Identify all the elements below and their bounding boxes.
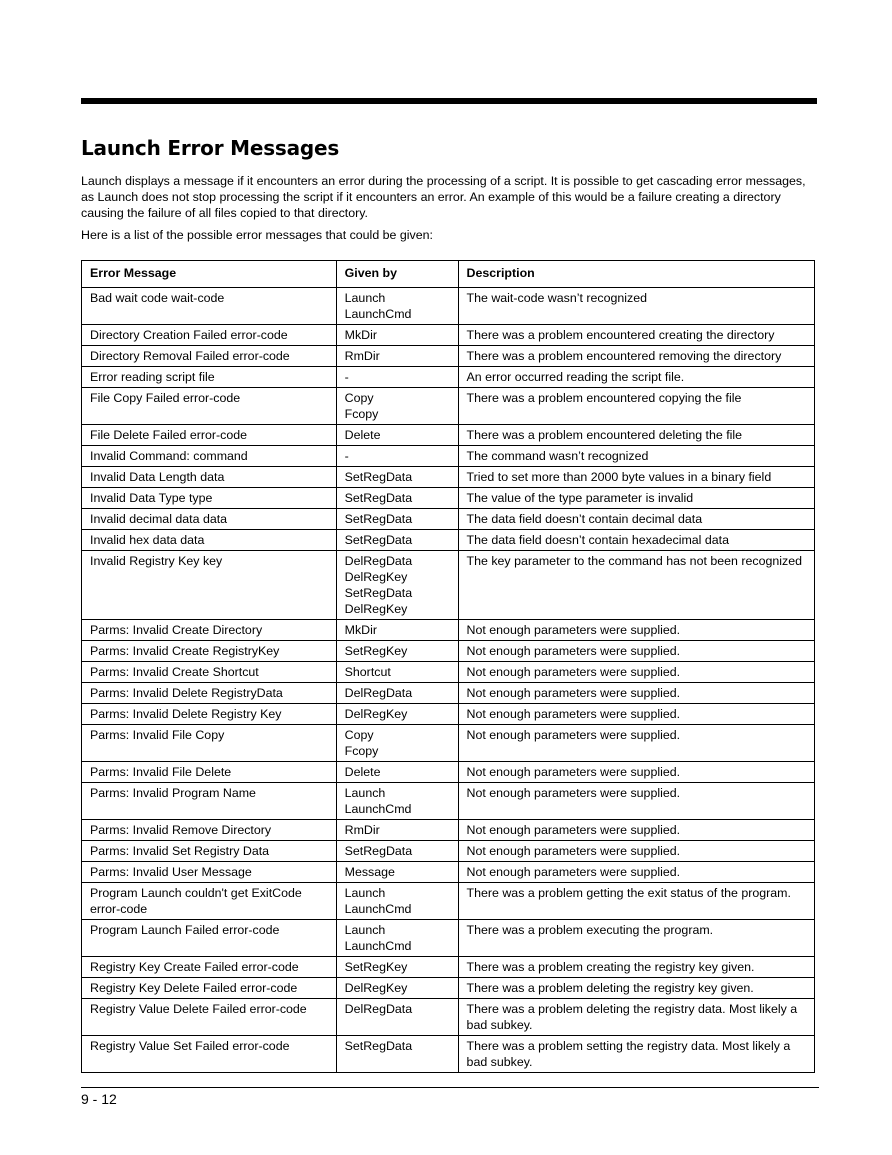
description-cell: Not enough parameters were supplied. [458,762,814,783]
description-cell: There was a problem encountered copying the file [458,388,814,425]
header-rule [81,98,817,104]
given-by-command: DelRegData [344,686,413,700]
given-by-command: Copy [344,728,374,742]
given-by-command: Message [344,865,395,879]
given-by-cell [336,704,458,725]
error-message-cell: Error reading script file [82,367,337,388]
given-by-cell [336,620,458,641]
error-message-cell: Bad wait code wait-code [82,288,337,325]
error-message-cell: Invalid hex data data [82,530,337,551]
given-by-cell [336,367,458,388]
given-by-command: DelRegKey [344,602,408,616]
error-message-cell: File Copy Failed error-code [82,388,337,425]
error-message-cell: Parms: Invalid Delete RegistryData [82,683,337,704]
table-row [82,783,815,820]
given-by-command: - [344,449,349,463]
description-cell: There was a problem deleting the registry key given. [458,978,814,999]
description-cell: Not enough parameters were supplied. [458,783,814,820]
given-by-command: Launch [344,886,386,900]
given-by-command: SetRegData [344,533,413,547]
error-message-cell: Directory Removal Failed error-code [82,346,337,367]
given-by-cell [336,488,458,509]
description-cell: The data field doesn’t contain decimal data [458,509,814,530]
description-cell: Not enough parameters were supplied. [458,620,814,641]
column-header-description: Description [458,261,814,288]
table-body [82,288,815,1073]
given-by-cell [336,841,458,862]
given-by-command: Delete [344,765,381,779]
given-by-command: SetRegData [344,586,413,600]
description-cell: The value of the type parameter is invalid [458,488,814,509]
error-message-cell: Parms: Invalid Set Registry Data [82,841,337,862]
given-by-command: RmDir [344,823,380,837]
description-cell: Not enough parameters were supplied. [458,725,814,762]
error-message-cell: Parms: Invalid Create Directory [82,620,337,641]
given-by-cell [336,957,458,978]
error-message-cell: Registry Value Set Failed error-code [82,1036,337,1073]
given-by-cell [336,862,458,883]
table-row [82,509,815,530]
given-by-cell [336,920,458,957]
error-message-cell: Invalid Registry Key key [82,551,337,620]
page-number: 9 - 12 [81,1091,117,1107]
given-by-cell [336,683,458,704]
error-message-cell: File Delete Failed error-code [82,425,337,446]
error-messages-table [81,260,815,1073]
error-message-cell: Invalid decimal data data [82,509,337,530]
given-by-cell [336,325,458,346]
given-by-command: SetRegData [344,1039,413,1053]
error-message-cell: Invalid Data Length data [82,467,337,488]
given-by-command: DelRegKey [344,570,408,584]
given-by-cell [336,388,458,425]
description-cell: There was a problem creating the registry key given. [458,957,814,978]
description-cell: There was a problem executing the program. [458,920,814,957]
error-message-cell: Registry Key Delete Failed error-code [82,978,337,999]
table-row [82,920,815,957]
table-row [82,1036,815,1073]
table-row [82,467,815,488]
table-row [82,820,815,841]
footer-rule [81,1087,819,1088]
given-by-cell [336,288,458,325]
table-row [82,446,815,467]
given-by-command: Launch [344,923,386,937]
table-row [82,620,815,641]
table-row [82,957,815,978]
given-by-cell [336,820,458,841]
table-row [82,288,815,325]
given-by-cell [336,1036,458,1073]
description-cell: There was a problem deleting the registry data. Most likely a bad subkey. [458,999,814,1036]
given-by-command: Fcopy [344,407,379,421]
given-by-cell [336,725,458,762]
table-row [82,999,815,1036]
error-message-cell: Parms: Invalid Create Shortcut [82,662,337,683]
given-by-command: LaunchCmd [344,902,412,916]
description-cell: Tried to set more than 2000 byte values in a binary field [458,467,814,488]
description-cell: Not enough parameters were supplied. [458,662,814,683]
description-cell: Not enough parameters were supplied. [458,641,814,662]
given-by-command: DelRegKey [344,981,408,995]
error-message-cell: Directory Creation Failed error-code [82,325,337,346]
error-message-cell: Registry Key Create Failed error-code [82,957,337,978]
given-by-cell [336,467,458,488]
given-by-cell [336,530,458,551]
given-by-command: Launch [344,291,386,305]
error-message-cell: Invalid Command: command [82,446,337,467]
description-cell: Not enough parameters were supplied. [458,683,814,704]
given-by-command: DelRegData [344,554,413,568]
intro-paragraph: Launch displays a message if it encounters an error during the processing of a script. It is possible to get cascading error messages, as Launch does not stop processing the script if it encounters an error. An example of this would be a failure creating a directory causing the failure of all files copied to that directory. [81,174,806,220]
error-message-cell: Parms: Invalid File Delete [82,762,337,783]
given-by-command: DelRegData [344,1002,413,1016]
given-by-cell [336,509,458,530]
description-cell: The command wasn’t recognized [458,446,814,467]
given-by-command: SetRegData [344,470,413,484]
given-by-cell [336,883,458,920]
table-row [82,367,815,388]
error-message-cell: Invalid Data Type type [82,488,337,509]
given-by-command: - [344,370,349,384]
given-by-command: DelRegKey [344,707,408,721]
table-row [82,641,815,662]
table-row [82,862,815,883]
table-row [82,551,815,620]
given-by-command: Copy [344,391,374,405]
error-message-cell: Parms: Invalid Remove Directory [82,820,337,841]
table-row [82,346,815,367]
error-message-cell: Parms: Invalid Delete Registry Key [82,704,337,725]
given-by-cell [336,978,458,999]
description-cell: An error occurred reading the script file. [458,367,814,388]
table-row [82,530,815,551]
description-cell: The data field doesn’t contain hexadecimal data [458,530,814,551]
given-by-command: LaunchCmd [344,802,412,816]
table-row [82,883,815,920]
table-row [82,704,815,725]
given-by-command: LaunchCmd [344,939,412,953]
error-message-cell: Parms: Invalid Create RegistryKey [82,641,337,662]
given-by-cell [336,783,458,820]
table-row [82,662,815,683]
given-by-command: MkDir [344,328,377,342]
description-cell: There was a problem setting the registry data. Most likely a bad subkey. [458,1036,814,1073]
given-by-command: Shortcut [344,665,391,679]
error-message-cell: Parms: Invalid User Message [82,862,337,883]
column-header-error-message: Error Message [82,261,337,288]
error-message-cell: Registry Value Delete Failed error-code [82,999,337,1036]
description-cell: Not enough parameters were supplied. [458,704,814,725]
table-row [82,488,815,509]
given-by-command: RmDir [344,349,380,363]
given-by-command: MkDir [344,623,377,637]
given-by-command: SetRegKey [344,644,408,658]
page-title: Launch Error Messages [81,136,340,160]
error-message-cell: Parms: Invalid File Copy [82,725,337,762]
table-row [82,388,815,425]
description-cell: There was a problem getting the exit status of the program. [458,883,814,920]
description-cell: There was a problem encountered removing the directory [458,346,814,367]
given-by-cell [336,662,458,683]
table-intro-paragraph: Here is a list of the possible error messages that could be given: [81,228,433,242]
description-cell: The wait-code wasn’t recognized [458,288,814,325]
table-row [82,325,815,346]
table-header-row [82,261,815,288]
description-cell: Not enough parameters were supplied. [458,820,814,841]
table-row [82,841,815,862]
table-row [82,683,815,704]
given-by-cell [336,446,458,467]
description-cell: Not enough parameters were supplied. [458,862,814,883]
description-cell: There was a problem encountered creating the directory [458,325,814,346]
table-row [82,725,815,762]
table-row [82,978,815,999]
given-by-cell [336,346,458,367]
given-by-command: SetRegData [344,512,413,526]
given-by-cell [336,425,458,446]
table-row [82,762,815,783]
given-by-cell [336,551,458,620]
error-message-cell: Program Launch Failed error-code [82,920,337,957]
column-header-given-by: Given by [336,261,458,288]
given-by-cell [336,762,458,783]
given-by-command: Fcopy [344,744,379,758]
given-by-cell [336,999,458,1036]
given-by-command: LaunchCmd [344,307,412,321]
table-row [82,425,815,446]
given-by-command: SetRegData [344,491,413,505]
given-by-cell [336,641,458,662]
description-cell: There was a problem encountered deleting the file [458,425,814,446]
description-cell: The key parameter to the command has not been recognized [458,551,814,620]
given-by-command: Launch [344,786,386,800]
error-message-cell: Parms: Invalid Program Name [82,783,337,820]
given-by-command: SetRegKey [344,960,408,974]
given-by-command: SetRegData [344,844,413,858]
given-by-command: Delete [344,428,381,442]
description-cell: Not enough parameters were supplied. [458,841,814,862]
error-message-cell: Program Launch couldn't get ExitCode error-code [82,883,337,920]
